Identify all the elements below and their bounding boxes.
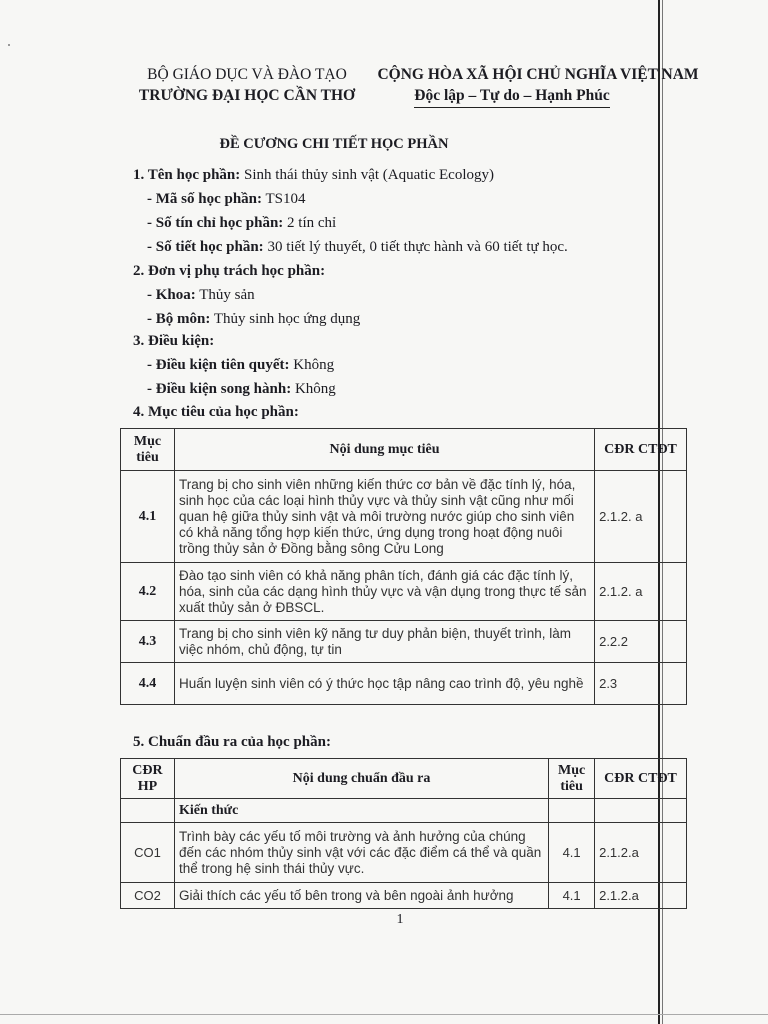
hours-value: 30 tiết lý thuyết, 0 tiết thực hành và 60 tiết tự học. — [263, 239, 568, 255]
department-value: Thủy sinh học ứng dụng — [210, 311, 361, 327]
objective-id: 4.2 — [121, 563, 175, 621]
national-motto: Độc lập – Tự do – Hạnh Phúc — [414, 87, 610, 108]
republic-name: CỘNG HÒA XÃ HỘI CHỦ NGHĨA VIỆT NAM — [377, 66, 699, 83]
section-2-heading — [133, 263, 325, 280]
scan-bottom-edge — [0, 1014, 768, 1015]
table-row — [121, 823, 687, 883]
ministry-name: BỘ GIÁO DỤC VÀ ĐÀO TẠO — [147, 66, 347, 83]
course-code-line — [147, 191, 306, 208]
header-right — [368, 66, 708, 108]
credits-value: 2 tín chỉ — [283, 215, 337, 231]
section-2-label: 2. Đơn vị phụ trách học phần: — [133, 263, 326, 279]
outcomes-group-row — [121, 799, 687, 823]
department-line — [147, 311, 360, 328]
page-number: 1 — [396, 912, 404, 927]
objective-id: 4.3 — [121, 621, 175, 663]
objectives-table — [120, 428, 687, 705]
outcome-cdr: 2.1.2.a — [595, 883, 687, 909]
prerequisite-label: - Điều kiện tiên quyết: — [147, 357, 290, 373]
hours-line — [147, 239, 568, 256]
table-row — [121, 883, 687, 909]
group-goal-cell — [549, 799, 595, 823]
col-objective-id: Mục tiêu — [121, 429, 175, 471]
objective-content: Trang bị cho sinh viên kỹ năng tư duy phản biện, thuyết trình, làm việc nhóm, chủ động, tự tin — [174, 621, 594, 663]
outcome-goal: 4.1 — [549, 883, 595, 909]
header-left — [132, 66, 362, 105]
section-1-heading: 1. Tên học phần: — [133, 167, 241, 183]
objective-content: Trang bị cho sinh viên những kiến thức cơ bản về đặc tính lý, hóa, sinh học của các loại hình thủy vực và thủy sinh vật cũng như mối quan hệ giữa thủy sinh vật và môi trường nước giúp cho sinh viên có khả năng tổng hợp kiến thức, ứng dụng trong hoạt động nuôi trồng thủy sản ở Đồng bằng sông Cửu Long — [174, 471, 594, 563]
col-outcome-content: Nội dung chuẩn đầu ra — [174, 759, 548, 799]
section-5-heading — [133, 734, 331, 751]
hours-label: - Số tiết học phần: — [147, 239, 264, 255]
group-id-cell — [121, 799, 175, 823]
faculty-value: Thủy sản — [195, 287, 255, 303]
outcome-content: Giải thích các yếu tố bên trong và bên ngoài ảnh hưởng — [174, 883, 548, 909]
section-4-label: 4. Mục tiêu của học phần: — [133, 404, 299, 420]
course-name: Sinh thái thủy sinh vật (Aquatic Ecology) — [240, 167, 494, 183]
table-row — [121, 563, 687, 621]
scan-speck — [8, 44, 10, 46]
table-row — [121, 621, 687, 663]
objective-id: 4.1 — [121, 471, 175, 563]
objectives-header-row — [121, 429, 687, 471]
col-outcome-id: CĐR HP — [121, 759, 175, 799]
objective-id: 4.4 — [121, 663, 175, 705]
corequisite-value: Không — [291, 381, 336, 397]
table-row — [121, 471, 687, 563]
section-3-label: 3. Điều kiện: — [133, 333, 215, 349]
course-code-label: - Mã số học phần: — [147, 191, 263, 207]
col-outcome-cdr: CĐR CTĐT — [595, 759, 687, 799]
section-5-label: 5. Chuẩn đầu ra của học phần: — [133, 734, 331, 750]
objective-content: Đào tạo sinh viên có khả năng phân tích, đánh giá các đặc tính lý, hóa, sinh của các dạng hình thủy vực và vận dụng trong thực tế sản xuất thủy sản ở ĐBSCL. — [174, 563, 594, 621]
section-4-heading — [133, 404, 299, 421]
col-objective-cdr: CĐR CTĐT — [595, 429, 687, 471]
objective-cdr: 2.2.2 — [595, 621, 687, 663]
group-cdr-cell — [595, 799, 687, 823]
faculty-label: - Khoa: — [147, 287, 196, 303]
outcomes-header-row — [121, 759, 687, 799]
corequisite-line — [147, 381, 336, 398]
course-code: TS104 — [262, 191, 306, 207]
department-label: - Bộ môn: — [147, 311, 211, 327]
prerequisite-value: Không — [289, 357, 335, 373]
col-objective-content: Nội dung mục tiêu — [174, 429, 594, 471]
credits-label: - Số tín chỉ học phần: — [147, 215, 284, 231]
outcome-id: CO2 — [121, 883, 175, 909]
outcome-id: CO1 — [121, 823, 175, 883]
credits-line — [147, 215, 336, 232]
outcome-goal: 4.1 — [549, 823, 595, 883]
prerequisite-line — [147, 357, 334, 374]
document-title: ĐỀ CƯƠNG CHI TIẾT HỌC PHẦN — [219, 136, 449, 152]
outcome-content: Trình bày các yếu tố môi trường và ảnh hưởng của chúng đến các nhóm thủy sinh vật với các đặc điểm cá thể và quần thể trong hệ sinh thái thủy vực. — [174, 823, 548, 883]
section-3-heading — [133, 333, 214, 350]
table-row — [121, 663, 687, 705]
course-name-line — [133, 167, 494, 184]
outcomes-table — [120, 758, 687, 909]
corequisite-label: - Điều kiện song hành: — [147, 381, 292, 397]
objective-content: Huấn luyện sinh viên có ý thức học tập nâng cao trình độ, yêu nghề — [174, 663, 594, 705]
objective-cdr: 2.3 — [595, 663, 687, 705]
faculty-line — [147, 287, 255, 304]
col-outcome-goal: Mục tiêu — [549, 759, 595, 799]
university-name: TRƯỜNG ĐẠI HỌC CẦN THƠ — [138, 87, 356, 104]
objective-cdr: 2.1.2. a — [595, 471, 687, 563]
outcome-cdr: 2.1.2.a — [595, 823, 687, 883]
objective-cdr: 2.1.2. a — [595, 563, 687, 621]
group-label: Kiến thức — [174, 799, 548, 823]
